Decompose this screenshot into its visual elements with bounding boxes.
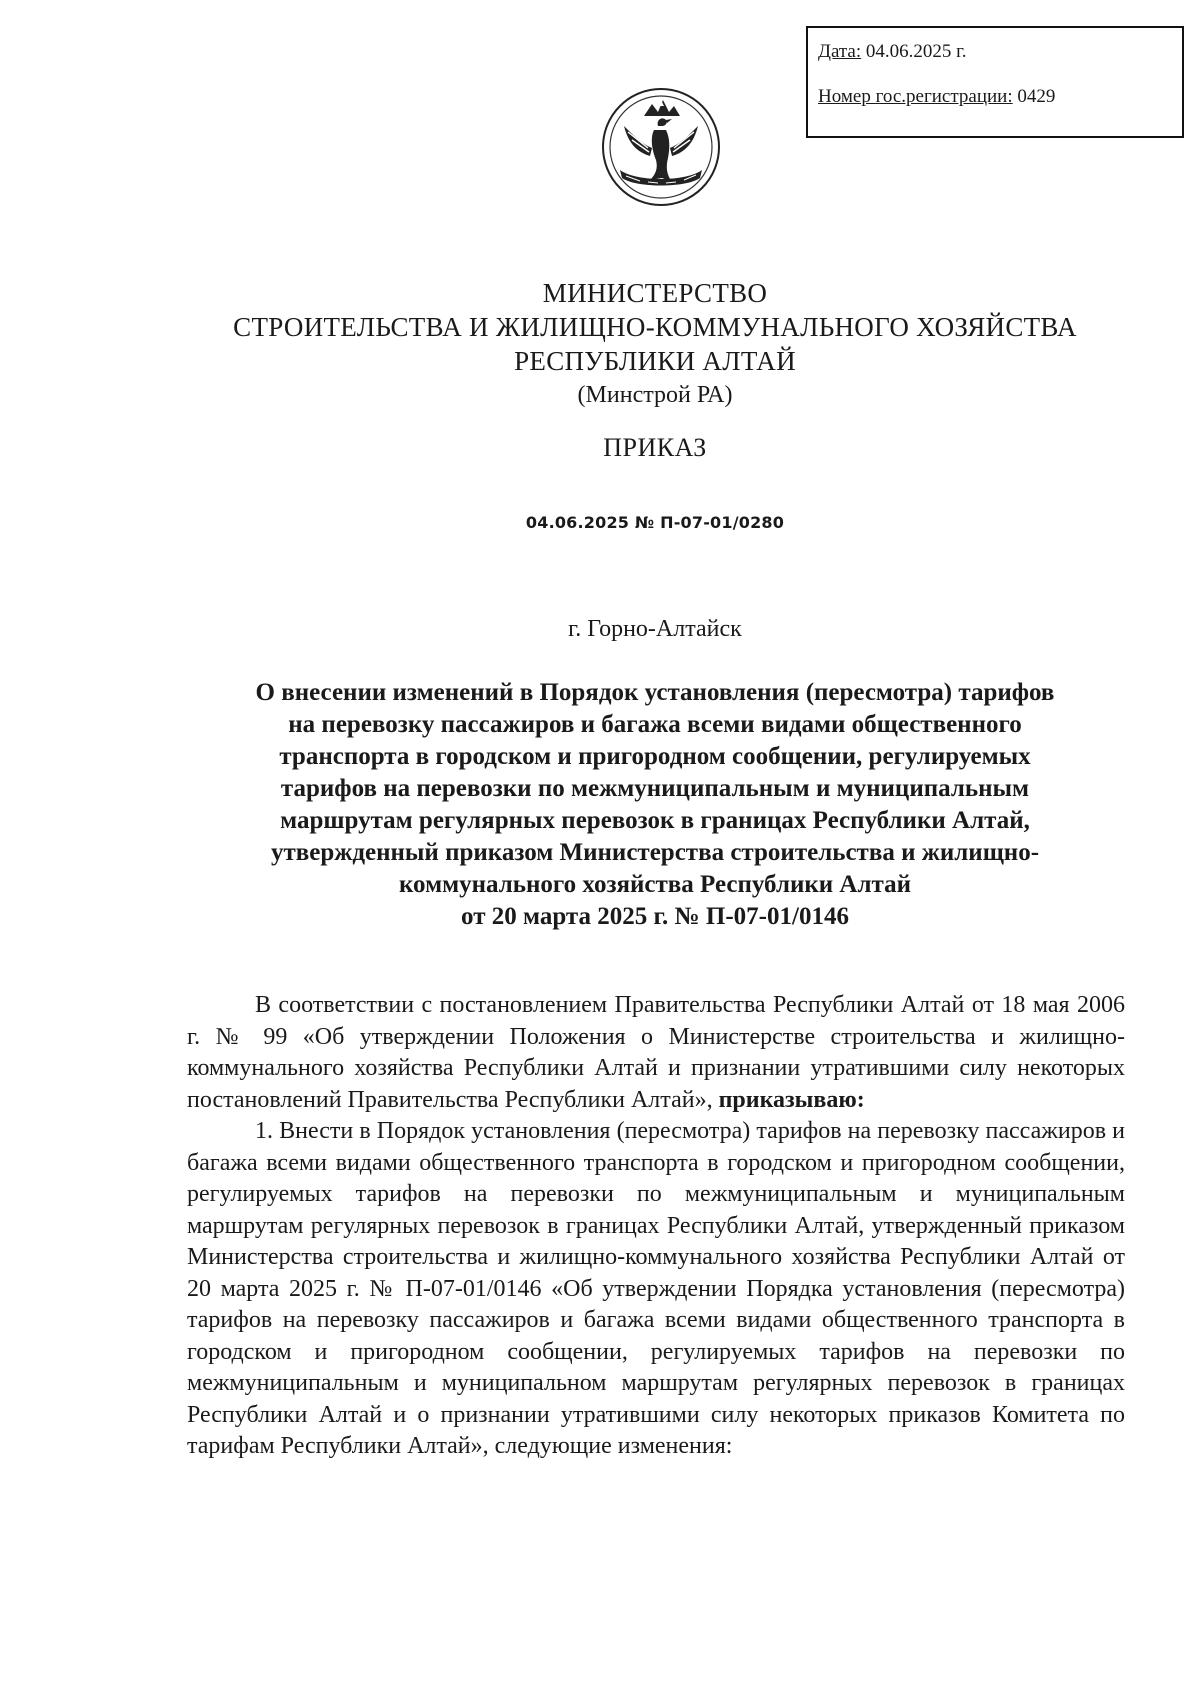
subject-line: тарифов на перевозки по межмуниципальным и муниципальным bbox=[280, 775, 1030, 802]
subject-line: транспорта в городском и пригородном сообщении, регулируемых bbox=[279, 743, 1031, 770]
body-paragraph-item-1 bbox=[187, 1116, 1125, 1463]
ministry-short-name: (Минстрой РА) bbox=[577, 382, 733, 408]
order-city: г. Горно-Алтайск bbox=[568, 616, 742, 642]
item-1-text: 1. Внести в Порядок установления (пересмотра) тарифов на перевозку пассажиров и багажа всеми видами общественного транспорта в городском и пригородном сообщении, регулируемых тарифов на перевозки по межмуниципальным и муниципальным маршрутам регулярных перевозок в границах Республики Алтай, утвержденный приказом Министерства строительства и жилищно-коммунального хозяйства Республики Алтай от 20 марта 2025 г. № П-07-01/0146 «Об утверждении Порядка установления (пересмотра) тарифов на перевозку пассажиров и багажа всеми видами общественного транспорта в городском и пригородном сообщении, регулируемых тарифов на перевозки по межмуниципальным и муниципальном маршрутам регулярных перевозок в границах Республики Алтай и о признании утратившими силу некоторых приказов Комитета по тарифам Республики Алтай», следующие изменения: bbox=[187, 1118, 1125, 1459]
order-directive: приказываю: bbox=[718, 1086, 865, 1113]
order-body bbox=[187, 990, 1125, 1463]
registration-number-label: Номер гос.регистрации: bbox=[818, 86, 1013, 107]
body-paragraph-preamble bbox=[187, 990, 1125, 1116]
registration-date bbox=[818, 42, 1182, 61]
registration-date-value: 04.06.2025 г. bbox=[865, 41, 967, 62]
subject-line: утвержденный приказом Министерства строительства и жилищно- bbox=[270, 839, 1040, 866]
coat-of-arms-icon bbox=[600, 86, 722, 208]
subject-line: от 20 марта 2025 г. № П-07-01/0146 bbox=[461, 903, 849, 930]
ministry-line-2: СТРОИТЕЛЬСТВА И ЖИЛИЩНО-КОММУНАЛЬНОГО ХОЗЯЙСТВА bbox=[233, 312, 1077, 342]
order-subject bbox=[0, 677, 1200, 933]
ministry-line-3: РЕСПУБЛИКИ АЛТАЙ bbox=[514, 346, 796, 376]
registration-number bbox=[818, 87, 1182, 106]
subject-line: на перевозку пассажиров и багажа всеми видами общественного bbox=[288, 711, 1022, 738]
order-title: ПРИКАЗ bbox=[603, 433, 707, 462]
subject-line: маршрутам регулярных перевозок в границах Республики Алтай, bbox=[280, 807, 1030, 834]
registration-date-label: Дата: bbox=[818, 41, 862, 62]
subject-line: коммунального хозяйства Республики Алтай bbox=[398, 871, 911, 898]
preamble-text: В соответствии с постановлением Правительства Республики Алтай от 18 мая 2006 г. № 99 «Об утверждении Положения о Министерстве строительства и жилищно-коммунального хозяйства Республики Алтай и признании утратившими силу некоторых постановлений Правительства Республики Алтай», bbox=[187, 992, 1125, 1113]
ministry-line-1: МИНИСТЕРСТВО bbox=[542, 278, 768, 308]
registration-number-value: 0429 bbox=[1017, 86, 1056, 107]
order-number: 04.06.2025 № П-07-01/0280 bbox=[525, 513, 785, 532]
registration-stamp bbox=[806, 26, 1184, 138]
subject-line: О внесении изменений в Порядок установления (пересмотра) тарифов bbox=[255, 679, 1055, 706]
ministry-heading bbox=[0, 276, 1200, 412]
